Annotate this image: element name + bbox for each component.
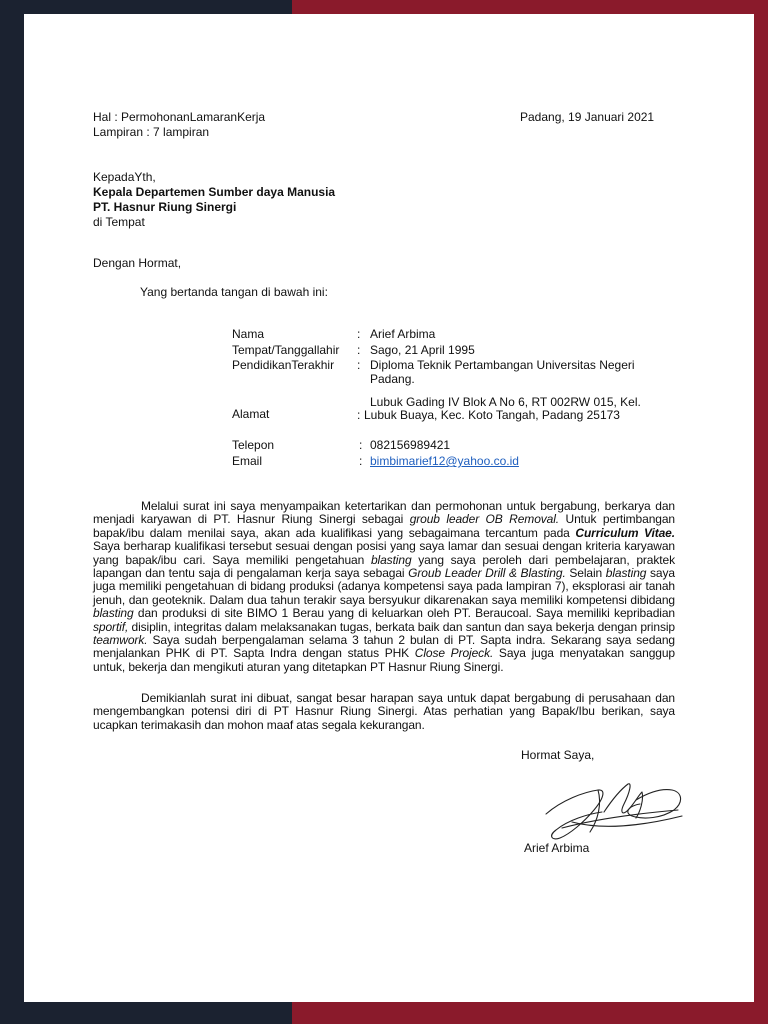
colon: :: [359, 438, 363, 452]
recipient-department: Kepala Departemen Sumber daya Manusia: [93, 185, 336, 199]
email-link[interactable]: bimbimarief12@yahoo.co.id: [370, 454, 519, 468]
colon: :: [357, 408, 361, 422]
label-pendidikan: PendidikanTerakhir: [232, 358, 335, 372]
value-alamat-2: Lubuk Buaya, Kec. Koto Tangah, Padang 25173: [364, 408, 620, 422]
letter-page: [24, 14, 754, 1002]
closing-salutation: Hormat Saya,: [521, 748, 595, 762]
value-nama: Arief Arbima: [370, 327, 436, 341]
label-nama: Nama: [232, 327, 265, 341]
signature-image: [532, 770, 692, 846]
value-ttl: Sago, 21 April 1995: [370, 343, 475, 357]
attachment-line: Lampiran : 7 lampiran: [93, 125, 210, 139]
intro-line: Yang bertanda tangan di bawah ini:: [140, 285, 328, 299]
colon: :: [357, 343, 361, 357]
recipient-to: KepadaYth,: [93, 170, 156, 184]
recipient-company: PT. Hasnur Riung Sinergi: [93, 200, 237, 214]
value-pendidikan-2: Padang.: [370, 372, 415, 386]
letter-date: Padang, 19 Januari 2021: [520, 110, 655, 124]
colon: :: [359, 454, 363, 468]
value-pendidikan-1: Diploma Teknik Pertambangan Universitas Negeri: [370, 358, 635, 372]
label-email: Email: [232, 454, 263, 468]
label-telepon: Telepon: [232, 438, 275, 452]
signatory-name: Arief Arbima: [524, 841, 590, 855]
colon: :: [357, 327, 361, 341]
label-alamat: Alamat: [232, 407, 270, 421]
label-ttl: Tempat/Tanggallahir: [232, 343, 340, 357]
greeting: Dengan Hormat,: [93, 256, 182, 270]
colon: :: [357, 358, 361, 372]
value-alamat-1: Lubuk Gading IV Blok A No 6, RT 002RW 015, Kel.: [370, 395, 641, 409]
body-paragraph-2: Demikianlah surat ini dibuat, sangat besar harapan saya untuk dapat bergabung di perusahaan dan mengembangkan potensi diri di PT Hasnur Riung Sinergi. Atas perhatian yang Bapak/Ibu berikan, saya ucapkan terimakasih dan mohon maaf atas segala kekurangan.: [93, 691, 675, 732]
body-paragraph-1: Melalui surat ini saya menyampaikan ketertarikan dan permohonan untuk bergabung, berkarya dan menjadi karyawan di PT. Hasnur Riung Sinergi sebagai groub leader OB Removal. Untuk pertimbangan bapak/ibu dalam menilai saya, akan ada kualifikasi yang sebagaimana tercantum pada Curriculum Vitae. Saya berharap kualifikasi tersebut sesuai dengan posisi yang saya lamar dan sesuai dengan kriteria karyawan yang bapak/ibu cari. Saya memiliki pengetahuan blasting yang saya peroleh dari pembelajaran, praktek lapangan dan tentu saja di pengalaman kerja saya sebagai Groub Leader Drill & Blasting. Selain blasting saya juga memiliki pengetahuan di bidang produksi (adanya kompetensi saya pada lampiran 7), eksplorasi air tanah jenuh, dan geoteknik. Dalam dua tahun terakir saya bersyukur dikarenakan saya memiliki kompetensi dibidang blasting dan produksi di site BIMO 1 Berau yang di keluarkan oleh PT. Beraucoal. Saya memiliki kepribadian sportif, disiplin, integritas dalam melaksanakan tugas, berkata baik dan santun dan saya bekerja dengan prinsip teamwork. Saya sudah berpengalaman selama 3 tahun 2 bulan di PT. Sapta indra. Sekarang saya sedang menjalankan PHK di PT. Sapta Indra dengan status PHK Close Projeck. Saya juga menyatakan sanggup untuk, bekerja dan mengikuti aturan yang ditetapkan PT Hasnur Riung Sinergi.: [93, 499, 675, 674]
value-telepon: 082156989421: [370, 438, 451, 452]
subject-line: Hal : PermohonanLamaranKerja: [93, 110, 266, 124]
recipient-place: di Tempat: [93, 215, 145, 229]
